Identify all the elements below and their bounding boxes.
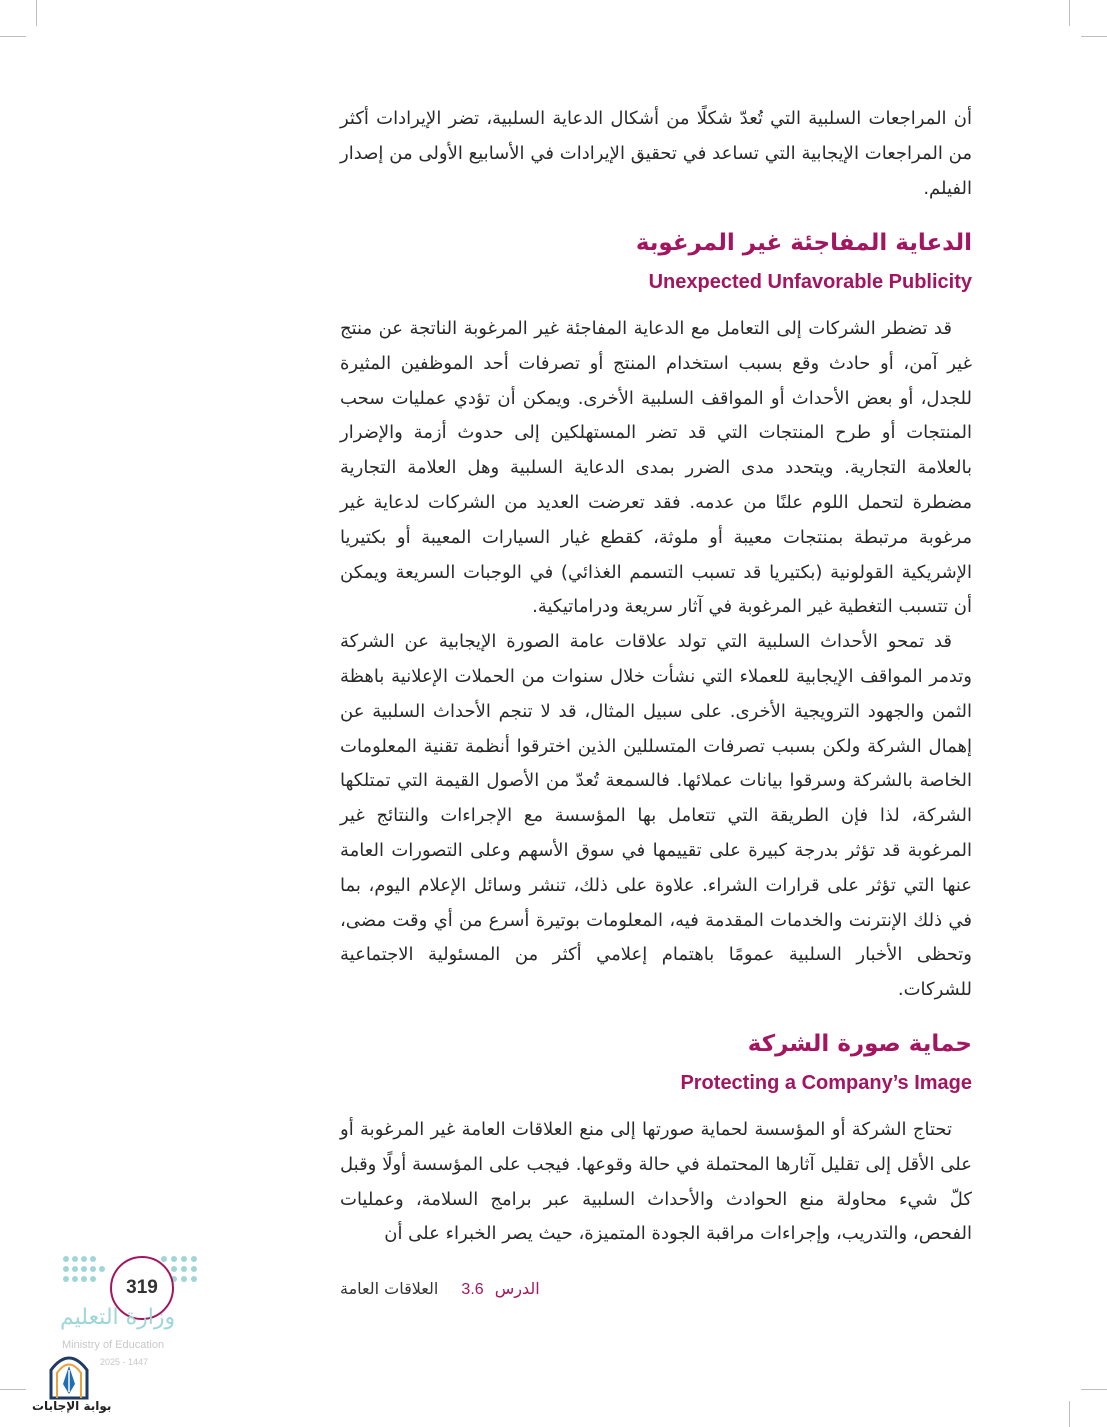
crop-mark — [1069, 0, 1070, 26]
lesson-title: العلاقات العامة — [340, 1279, 439, 1298]
section1-paragraph-2: قد تمحو الأحداث السلبية التي تولد علاقات عامة الصورة الإيجابية عن الشركة وتدمر المواقف الإيجابية للعملاء التي نشأت خلال سنوات من الحملات الإعلانية باهظة الثمن والجهود الترويجية الأخرى. على سبيل المثال، قد لا تنجم الأحداث السلبية عن إهمال الشركة ولكن بسبب تصرفات المتسللين الذين اخترقوا أنظمة تقنية المعلومات الخاصة بالشركة وسرقوا بيانات عملائها. فالسمعة تُعدّ من الأصول القيمة التي تمتلكها الشركة، لذا فإن الطريقة التي تتعامل بها المؤسسة مع الإجراءات والنتائج غير المرغوبة قد تؤثر بدرجة كبيرة على تقييمها في سوق الأسهم وعلى التصورات العامة عنها التي تؤثر على قرارات الشراء. علاوة على ذلك، تنشر وسائل الإعلام اليوم، بما في ذلك الإنترنت والخدمات المقدمة فيه، المعلومات بوتيرة أسرع من أي وقت مضى، وتحظى الأخبار السلبية عمومًا باهتمام إعلامي أكثر من المسئولية الاجتماعية للشركات. — [340, 631, 972, 1001]
section2-body — [340, 1113, 972, 1252]
page-number: 319 — [110, 1256, 174, 1320]
intro-block — [340, 102, 972, 206]
section2-title-en: Protecting a Company’s Image — [680, 1072, 972, 1094]
section2-title-ar: حماية صورة الشركة — [747, 1031, 972, 1057]
crop-mark — [1069, 1401, 1070, 1427]
crop-mark — [0, 1389, 26, 1390]
intro-paragraph: أن المراجعات السلبية التي تُعدّ شكلًا من أشكال الدعاية السلبية، تضر الإيرادات أكثر من المراجعات الإيجابية التي تساعد في تحقيق الإيرادات في الأسابيع الأولى من إصدار الفيلم. — [340, 108, 972, 199]
lesson-label: الدرس — [494, 1279, 540, 1298]
ministry-year: 2025 - 1447 — [100, 1357, 149, 1367]
crop-mark — [1081, 1389, 1107, 1390]
section2-paragraph-1: تحتاج الشركة أو المؤسسة لحماية صورتها إلى منع العلاقات العامة غير المرغوبة أو على الأقل إلى تقليل آثارها المحتملة في حالة وقوعها. فيجب على المؤسسة أولًا وقبل كلّ شيء محاولة منع الحوادث والأحداث السلبية عبر برامج السلامة، وعمليات الفحص، والتدريب، وإجراءات مراقبة الجودة المتميزة، حيث يصر الخبراء على أن — [340, 1119, 972, 1245]
crop-mark — [0, 36, 26, 37]
ministry-name-en: Ministry of Education — [62, 1339, 165, 1351]
section1-title-ar: الدعاية المفاجئة غير المرغوبة — [635, 230, 972, 256]
section1-title-en: Unexpected Unfavorable Publicity — [648, 271, 972, 293]
section1-paragraph-1: قد تضطر الشركات إلى التعامل مع الدعاية المفاجئة غير المرغوبة الناتجة عن منتج غير آمن، أو حادث وقع بسبب استخدام المنتج أو تصرفات أحد الموظفين المثيرة للجدل، أو بعض الأحداث أو المواقف السلبية الأخرى. ويمكن أن تؤدي عمليات سحب المنتجات أو طرح المنتجات التي قد تضر المستهلكين إلى حدوث أزمة والإضرار بالعلامة التجارية. ويتحدد مدى الضرر بمدى الدعاية السلبية وهل العلامة التجارية مضطرة لتحمل اللوم علنًا من عدمه. فقد تعرضت العديد من الشركات لدعاية غير مرغوبة مرتبطة بمنتجات معيبة أو ملوثة، كقطع غيار السيارات المعيبة أو بكتيريا الإشريكية القولونية (بكتيريا قد تسبب التسمم الغذائي) في الوجبات السريعة ويمكن أن تتسبب التغطية غير المرغوبة في آثار سريعة ودراماتيكية. — [340, 318, 972, 618]
ministry-name-ar: وزارة التعليم — [60, 1305, 176, 1330]
crop-mark — [36, 0, 37, 26]
crop-mark — [1081, 36, 1107, 37]
section1-body — [340, 312, 972, 1008]
portal-logo-icon — [45, 1348, 93, 1400]
portal-label: بوابة الإجابات — [32, 1399, 112, 1413]
lesson-number: 3.6 — [461, 1281, 484, 1298]
page-footer — [340, 1279, 540, 1299]
